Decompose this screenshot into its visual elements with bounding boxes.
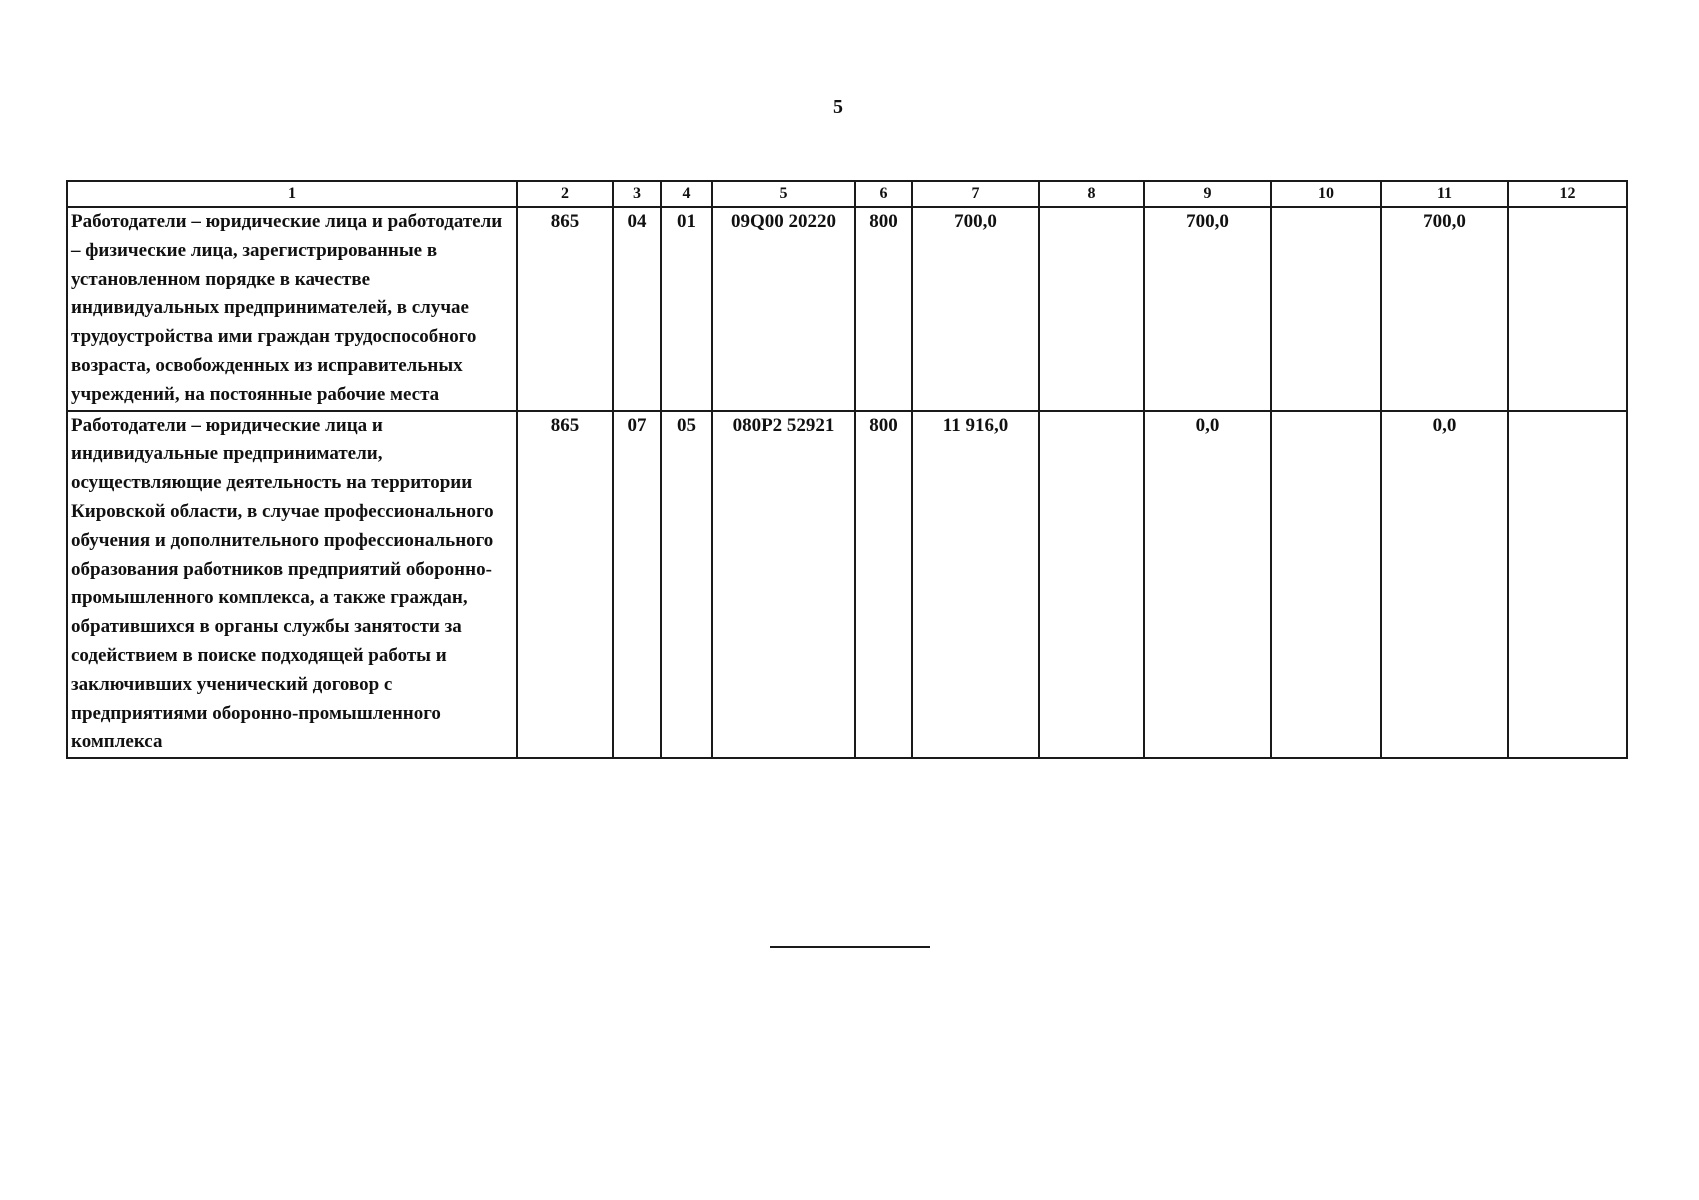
section-code: 07: [613, 411, 661, 759]
column-header-3: 3: [613, 181, 661, 207]
amount-col-11: 700,0: [1381, 207, 1508, 411]
column-header-1: 1: [67, 181, 517, 207]
amount-col-9: 0,0: [1144, 411, 1271, 759]
column-number-row: [67, 181, 1627, 207]
table-row: [67, 411, 1627, 759]
amount-col-7: 700,0: [912, 207, 1039, 411]
page-number: 5: [833, 96, 843, 118]
recipient-description: Работодатели – юридические лица и работодатели – физические лица, зарегистрированные в установленном порядке в качестве индивидуальных предпринимателей, в случае трудоустройства ими граждан трудоспособного возраста, освобожденных из исправительных учреждений, на постоянные рабочие места: [67, 207, 517, 411]
target-article-code: 080P2 52921: [712, 411, 855, 759]
column-header-11: 11: [1381, 181, 1508, 207]
expense-type-code: 800: [855, 207, 912, 411]
recipient-description: Работодатели – юридические лица и индивидуальные предприниматели, осуществляющие деятельность на территории Кировской области, в случае профессионального обучения и дополнительного профессионального образования работников предприятий оборонно-промышленного комплекса, а также граждан, обратившихся в органы службы занятости за содействием в поиске подходящей работы и заключивших ученический договор с предприятиями оборонно-промышленного комплекса: [67, 411, 517, 759]
column-header-10: 10: [1271, 181, 1381, 207]
column-header-9: 9: [1144, 181, 1271, 207]
column-header-7: 7: [912, 181, 1039, 207]
amount-col-7: 11 916,0: [912, 411, 1039, 759]
target-article-code: 09Q00 20220: [712, 207, 855, 411]
amount-col-12: [1508, 411, 1627, 759]
subsection-code: 01: [661, 207, 712, 411]
column-header-5: 5: [712, 181, 855, 207]
section-code: 04: [613, 207, 661, 411]
column-header-8: 8: [1039, 181, 1144, 207]
admin-code: 865: [517, 207, 613, 411]
expense-type-code: 800: [855, 411, 912, 759]
amount-col-11: 0,0: [1381, 411, 1508, 759]
amount-col-9: 700,0: [1144, 207, 1271, 411]
admin-code: 865: [517, 411, 613, 759]
amount-col-10: [1271, 207, 1381, 411]
amount-col-8: [1039, 207, 1144, 411]
budget-table-wrapper: [66, 180, 1626, 759]
end-of-document-rule: [770, 946, 930, 948]
column-header-6: 6: [855, 181, 912, 207]
column-header-2: 2: [517, 181, 613, 207]
table-row: [67, 207, 1627, 411]
amount-col-10: [1271, 411, 1381, 759]
amount-col-8: [1039, 411, 1144, 759]
subsection-code: 05: [661, 411, 712, 759]
budget-table: [66, 180, 1628, 759]
column-header-4: 4: [661, 181, 712, 207]
amount-col-12: [1508, 207, 1627, 411]
column-header-12: 12: [1508, 181, 1627, 207]
